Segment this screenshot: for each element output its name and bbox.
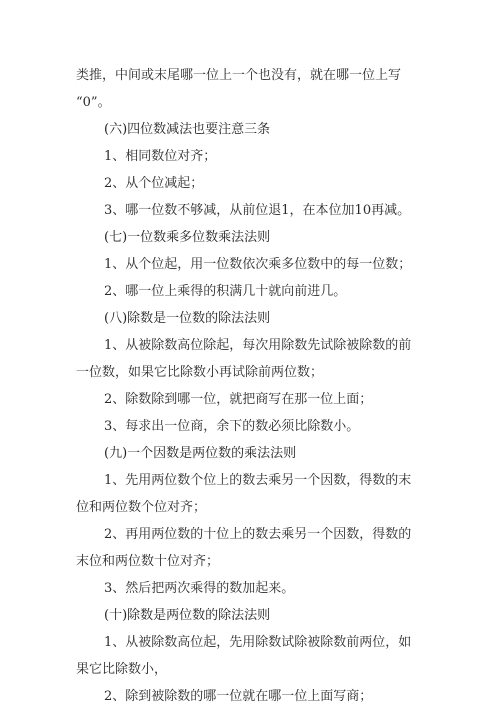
list-item: 3、然后把两次乘得的数加起来。 xyxy=(104,581,295,596)
list-item: 1、相同数位对齐； xyxy=(104,149,217,164)
list-item: 3、哪一位数不够减，从前位退1，在本位加10再减。 xyxy=(104,203,411,218)
document-body xyxy=(76,62,428,710)
list-item: 2、除到被除数的哪一位就在哪一位上面写商； xyxy=(104,689,373,704)
list-item: 1、从被除数高位起，先用除数试除被除数前两位，如 xyxy=(104,635,412,650)
paragraph-line: 类推，中间或末尾哪一位上一个也没有，就在哪一位上写 xyxy=(76,68,402,83)
list-item-continuation: 位和两位数个位对齐； xyxy=(76,500,207,515)
paragraph-line: “0”。 xyxy=(76,95,111,110)
list-item: 2、哪一位上乘得的积满几十就向前进几。 xyxy=(104,284,347,299)
list-item: 1、从被除数高位除起，每次用除数先试除被除数的前 xyxy=(104,338,412,353)
list-item: 1、从个位起，用一位数依次乘多位数中的每一位数； xyxy=(104,257,412,272)
list-item: 2、从个位减起； xyxy=(104,176,204,191)
list-item-continuation: 末位和两位数十位对齐； xyxy=(76,554,220,569)
section-heading: (十)除数是两位数的除法法则 xyxy=(104,608,271,623)
list-item: 3、每求出一位商，余下的数必须比除数小。 xyxy=(104,419,360,434)
list-item-continuation: 果它比除数小， xyxy=(76,662,168,677)
section-heading: (八)除数是一位数的除法法则 xyxy=(104,311,271,326)
list-item: 2、除数除到哪一位，就把商写在那一位上面； xyxy=(104,392,373,407)
list-item-continuation: 一位数，如果它比除数小再试除前两位数； xyxy=(76,365,324,380)
section-heading: (六)四位数减法也要注意三条 xyxy=(104,122,271,137)
list-item: 1、先用两位数个位上的数去乘另一个因数，得数的末 xyxy=(104,473,412,488)
section-heading: (九)一个因数是两位数的乘法法则 xyxy=(104,446,297,461)
list-item: 2、再用两位数的十位上的数去乘另一个因数，得数的 xyxy=(104,527,412,542)
section-heading: (七)一位数乘多位数乘法法则 xyxy=(104,230,271,245)
